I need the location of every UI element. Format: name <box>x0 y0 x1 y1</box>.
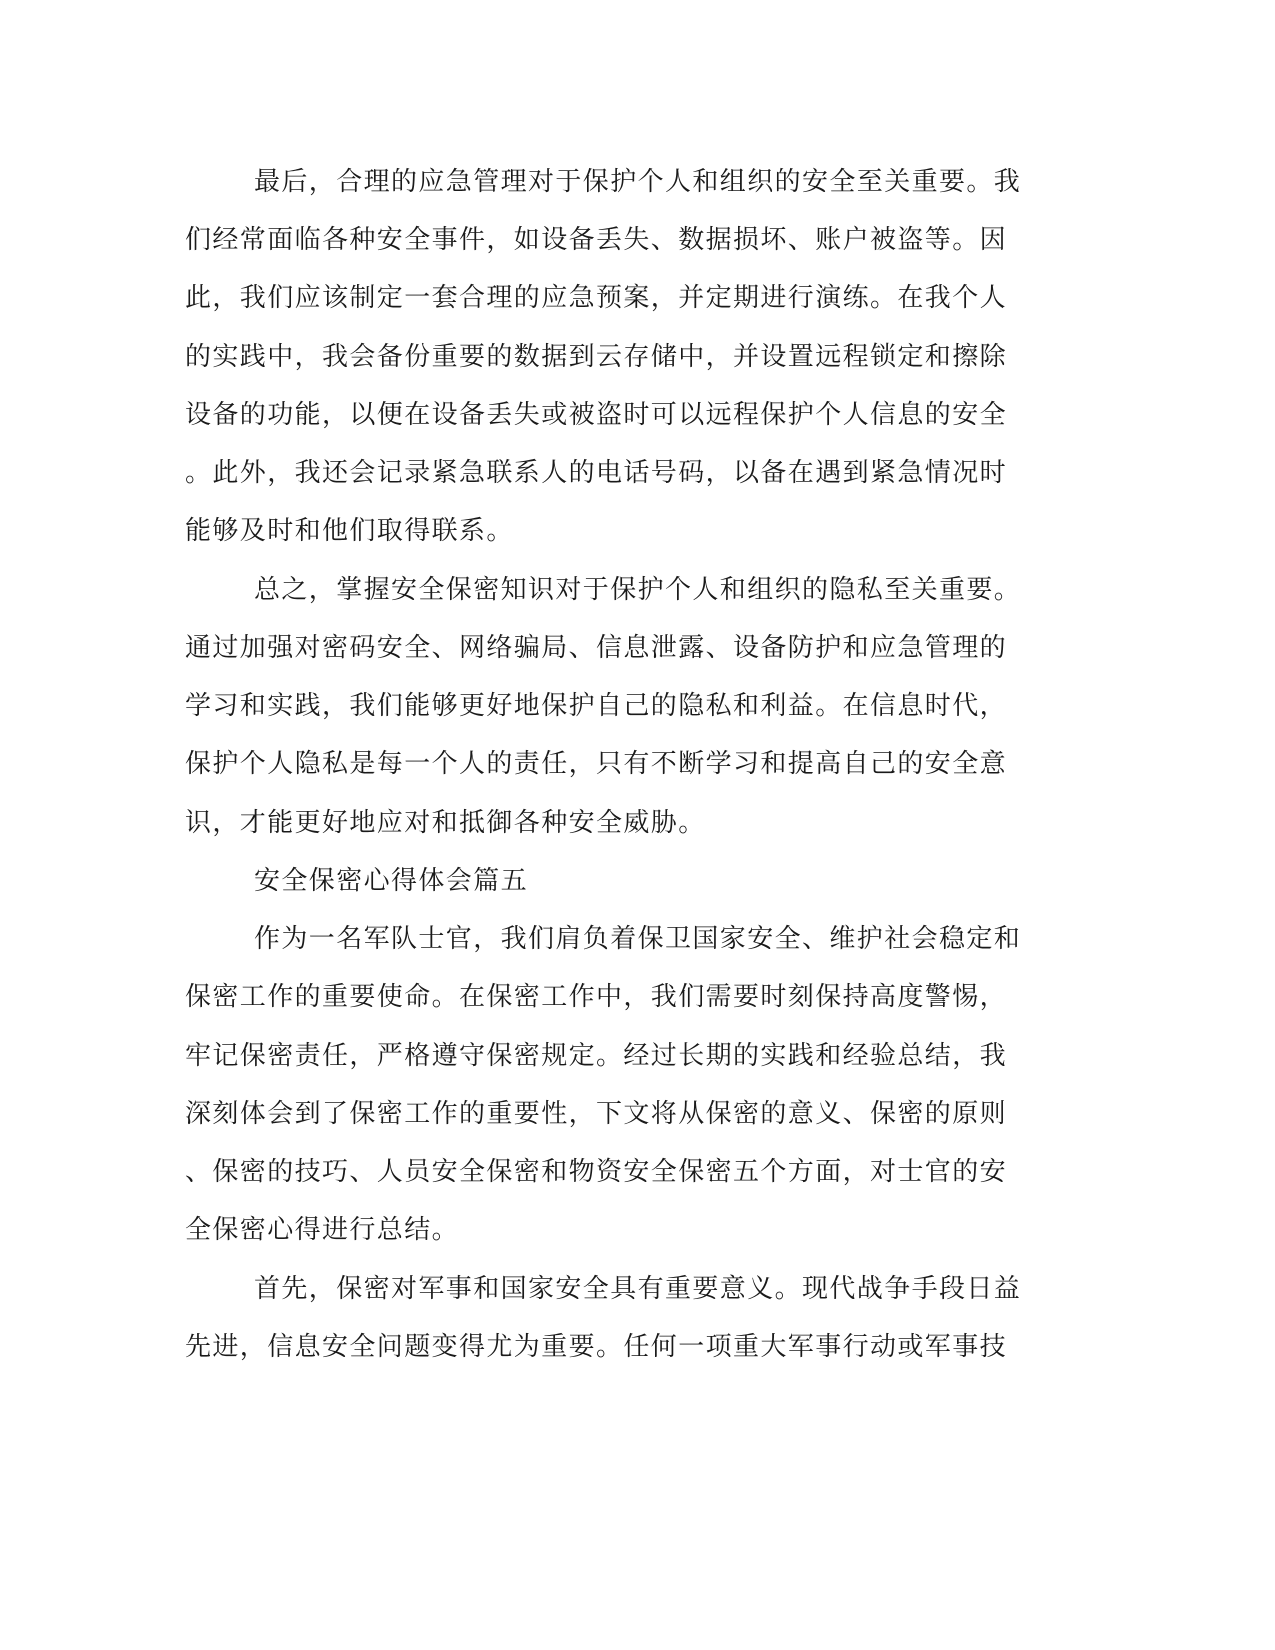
section-heading: 安全保密心得体会篇五 <box>254 866 529 896</box>
text-line: 此，我们应该制定一套合理的应急预案，并定期进行演练。在我个人 <box>185 283 1008 313</box>
text-line: 保密工作的重要使命。在保密工作中，我们需要时刻保持高度警惕， <box>185 982 1008 1012</box>
text-line: 牢记保密责任，严格遵守保密规定。经过长期的实践和经验总结，我 <box>185 1041 1008 1071</box>
text-line: 。此外，我还会记录紧急联系人的电话号码，以备在遇到紧急情况时 <box>185 458 1008 488</box>
text-line: 最后，合理的应急管理对于保护个人和组织的安全至关重要。我 <box>254 167 1022 197</box>
text-line: 首先，保密对军事和国家安全具有重要意义。现代战争手段日益 <box>254 1274 1022 1304</box>
text-line: 学习和实践，我们能够更好地保护自己的隐私和利益。在信息时代， <box>185 691 1008 721</box>
text-line: 总之，掌握安全保密知识对于保护个人和组织的隐私至关重要。 <box>254 575 1022 605</box>
text-line: 设备的功能，以便在设备丢失或被盗时可以远程保护个人信息的安全 <box>185 400 1008 430</box>
text-line: 能够及时和他们取得联系。 <box>185 516 514 546</box>
text-line: 的实践中，我会备份重要的数据到云存储中，并设置远程锁定和擦除 <box>185 342 1008 372</box>
text-line: 通过加强对密码安全、网络骗局、信息泄露、设备防护和应急管理的 <box>185 633 1008 663</box>
text-line: 作为一名军队士官，我们肩负着保卫国家安全、维护社会稳定和 <box>254 924 1022 954</box>
text-line: 先进，信息安全问题变得尤为重要。任何一项重大军事行动或军事技 <box>185 1332 1008 1362</box>
text-line: 全保密心得进行总结。 <box>185 1215 460 1245</box>
text-line: 们经常面临各种安全事件，如设备丢失、数据损坏、账户被盗等。因 <box>185 225 1008 255</box>
text-line: 识，才能更好地应对和抵御各种安全威胁。 <box>185 808 706 838</box>
text-line: 保护个人隐私是每一个人的责任，只有不断学习和提高自己的安全意 <box>185 749 1008 779</box>
text-line: 深刻体会到了保密工作的重要性，下文将从保密的意义、保密的原则 <box>185 1099 1008 1129</box>
text-line: 、保密的技巧、人员安全保密和物资安全保密五个方面，对士官的安 <box>185 1157 1008 1187</box>
